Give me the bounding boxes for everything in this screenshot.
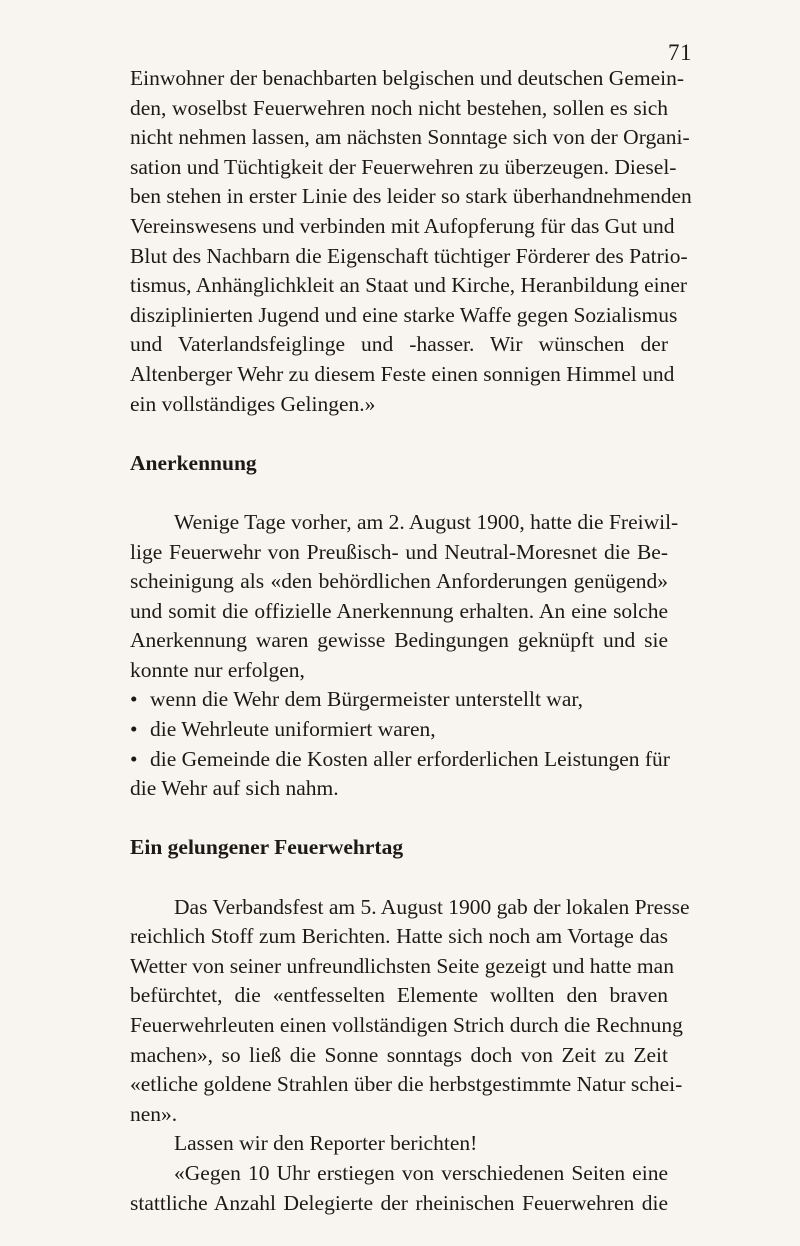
page-number: 71 xyxy=(668,40,692,65)
text-line: tismus, Anhänglichkleit an Staat und Kirche, Heranbildung einer xyxy=(130,273,688,298)
text-line: «etliche goldene Strahlen über die herbstgestimmte Natur schei- xyxy=(130,1072,683,1097)
text-line: scheinigung als «den behördlichen Anforderungen genügend» xyxy=(130,569,668,594)
text-line: nen». xyxy=(130,1101,178,1126)
list-item xyxy=(130,715,668,745)
text-line: Blut des Nachbarn die Eigenschaft tüchtiger Förderer des Patrio- xyxy=(130,243,688,268)
text-line: Einwohner der benachbarten belgischen und deutschen Gemein- xyxy=(130,66,685,90)
anerkennung-paragraph xyxy=(130,508,679,686)
article-quote-paragraph xyxy=(130,64,692,419)
text-line: Lassen wir den Reporter berichten! xyxy=(174,1131,478,1156)
text-line: Wenige Tage vorher, am 2. August 1900, hatte die Freiwil- xyxy=(174,509,679,534)
section-heading-anerkennung: Anerkennung xyxy=(130,450,257,475)
text-line: Wetter von seiner unfreundlichsten Seite gezeigt und hatte man xyxy=(130,953,674,978)
text-line: Altenberger Wehr zu diesem Feste einen sonnigen Himmel und xyxy=(130,361,675,386)
list-item-continuation: die Wehr auf sich nahm. xyxy=(130,776,339,801)
list-item-text: wenn die Wehr dem Bürgermeister unterstellt war, xyxy=(150,687,584,712)
text-line: Das Verbandsfest am 5. August 1900 gab der lokalen Presse xyxy=(174,894,690,919)
conditions-list xyxy=(130,685,668,803)
text-line: nicht nehmen lassen, am nächsten Sonntage sich von der Organi- xyxy=(130,125,690,150)
text-line: befürchtet, die «entfesselten Elemente wollten den braven xyxy=(130,983,668,1008)
text-line: stattliche Anzahl Delegierte der rheinischen Feuerwehren die xyxy=(130,1190,668,1215)
text-line: sation und Tüchtigkeit der Feuerwehren zu überzeugen. Diesel- xyxy=(130,154,677,179)
section-heading-feuerwehrtag: Ein gelungener Feuerwehrtag xyxy=(130,835,404,860)
text-line: «Gegen 10 Uhr erstiegen von verschiedenen Seiten eine xyxy=(174,1160,668,1185)
text-line: und Vaterlandsfeiglinge und -hasser. Wir wünschen der xyxy=(130,332,668,357)
page-content xyxy=(130,64,692,1218)
list-item xyxy=(130,685,668,715)
text-line: konnte nur erfolgen, xyxy=(130,657,305,682)
text-line: lige Feuerwehr von Preußisch- und Neutral-Moresnet die Be- xyxy=(130,539,668,564)
text-line: reichlich Stoff zum Berichten. Hatte sich noch am Vortage das xyxy=(130,924,668,949)
text-line: Feuerwehrleuten einen vollständigen Strich durch die Rechnung xyxy=(130,1013,683,1037)
text-line: ben stehen in erster Linie des leider so stark überhandnehmenden xyxy=(130,184,692,209)
bullet-icon: • xyxy=(130,687,138,712)
text-line: machen», so ließ die Sonne sonntags doch von Zeit zu Zeit xyxy=(130,1042,668,1067)
bullet-icon: • xyxy=(130,746,138,771)
bullet-icon: • xyxy=(130,717,138,742)
text-line: Vereinswesens und verbinden mit Aufopferung für das Gut und xyxy=(130,213,675,238)
list-item xyxy=(130,745,668,775)
text-line: ein vollständiges Gelingen.» xyxy=(130,391,376,416)
text-line: disziplinierten Jugend und eine starke Waffe gegen Sozialismus xyxy=(130,302,678,327)
list-item-text: die Gemeinde die Kosten aller erforderlichen Leistungen für xyxy=(150,746,670,771)
feuerwehrtag-paragraph xyxy=(130,893,690,1219)
text-line: den, woselbst Feuerwehren noch nicht bestehen, sollen es sich xyxy=(130,95,668,120)
text-line: und somit die offizielle Anerkennung erhalten. An eine solche xyxy=(130,598,668,623)
list-item-text: die Wehrleute uniformiert waren, xyxy=(150,717,436,742)
text-line: Anerkennung waren gewisse Bedingungen geknüpft und sie xyxy=(130,628,668,653)
